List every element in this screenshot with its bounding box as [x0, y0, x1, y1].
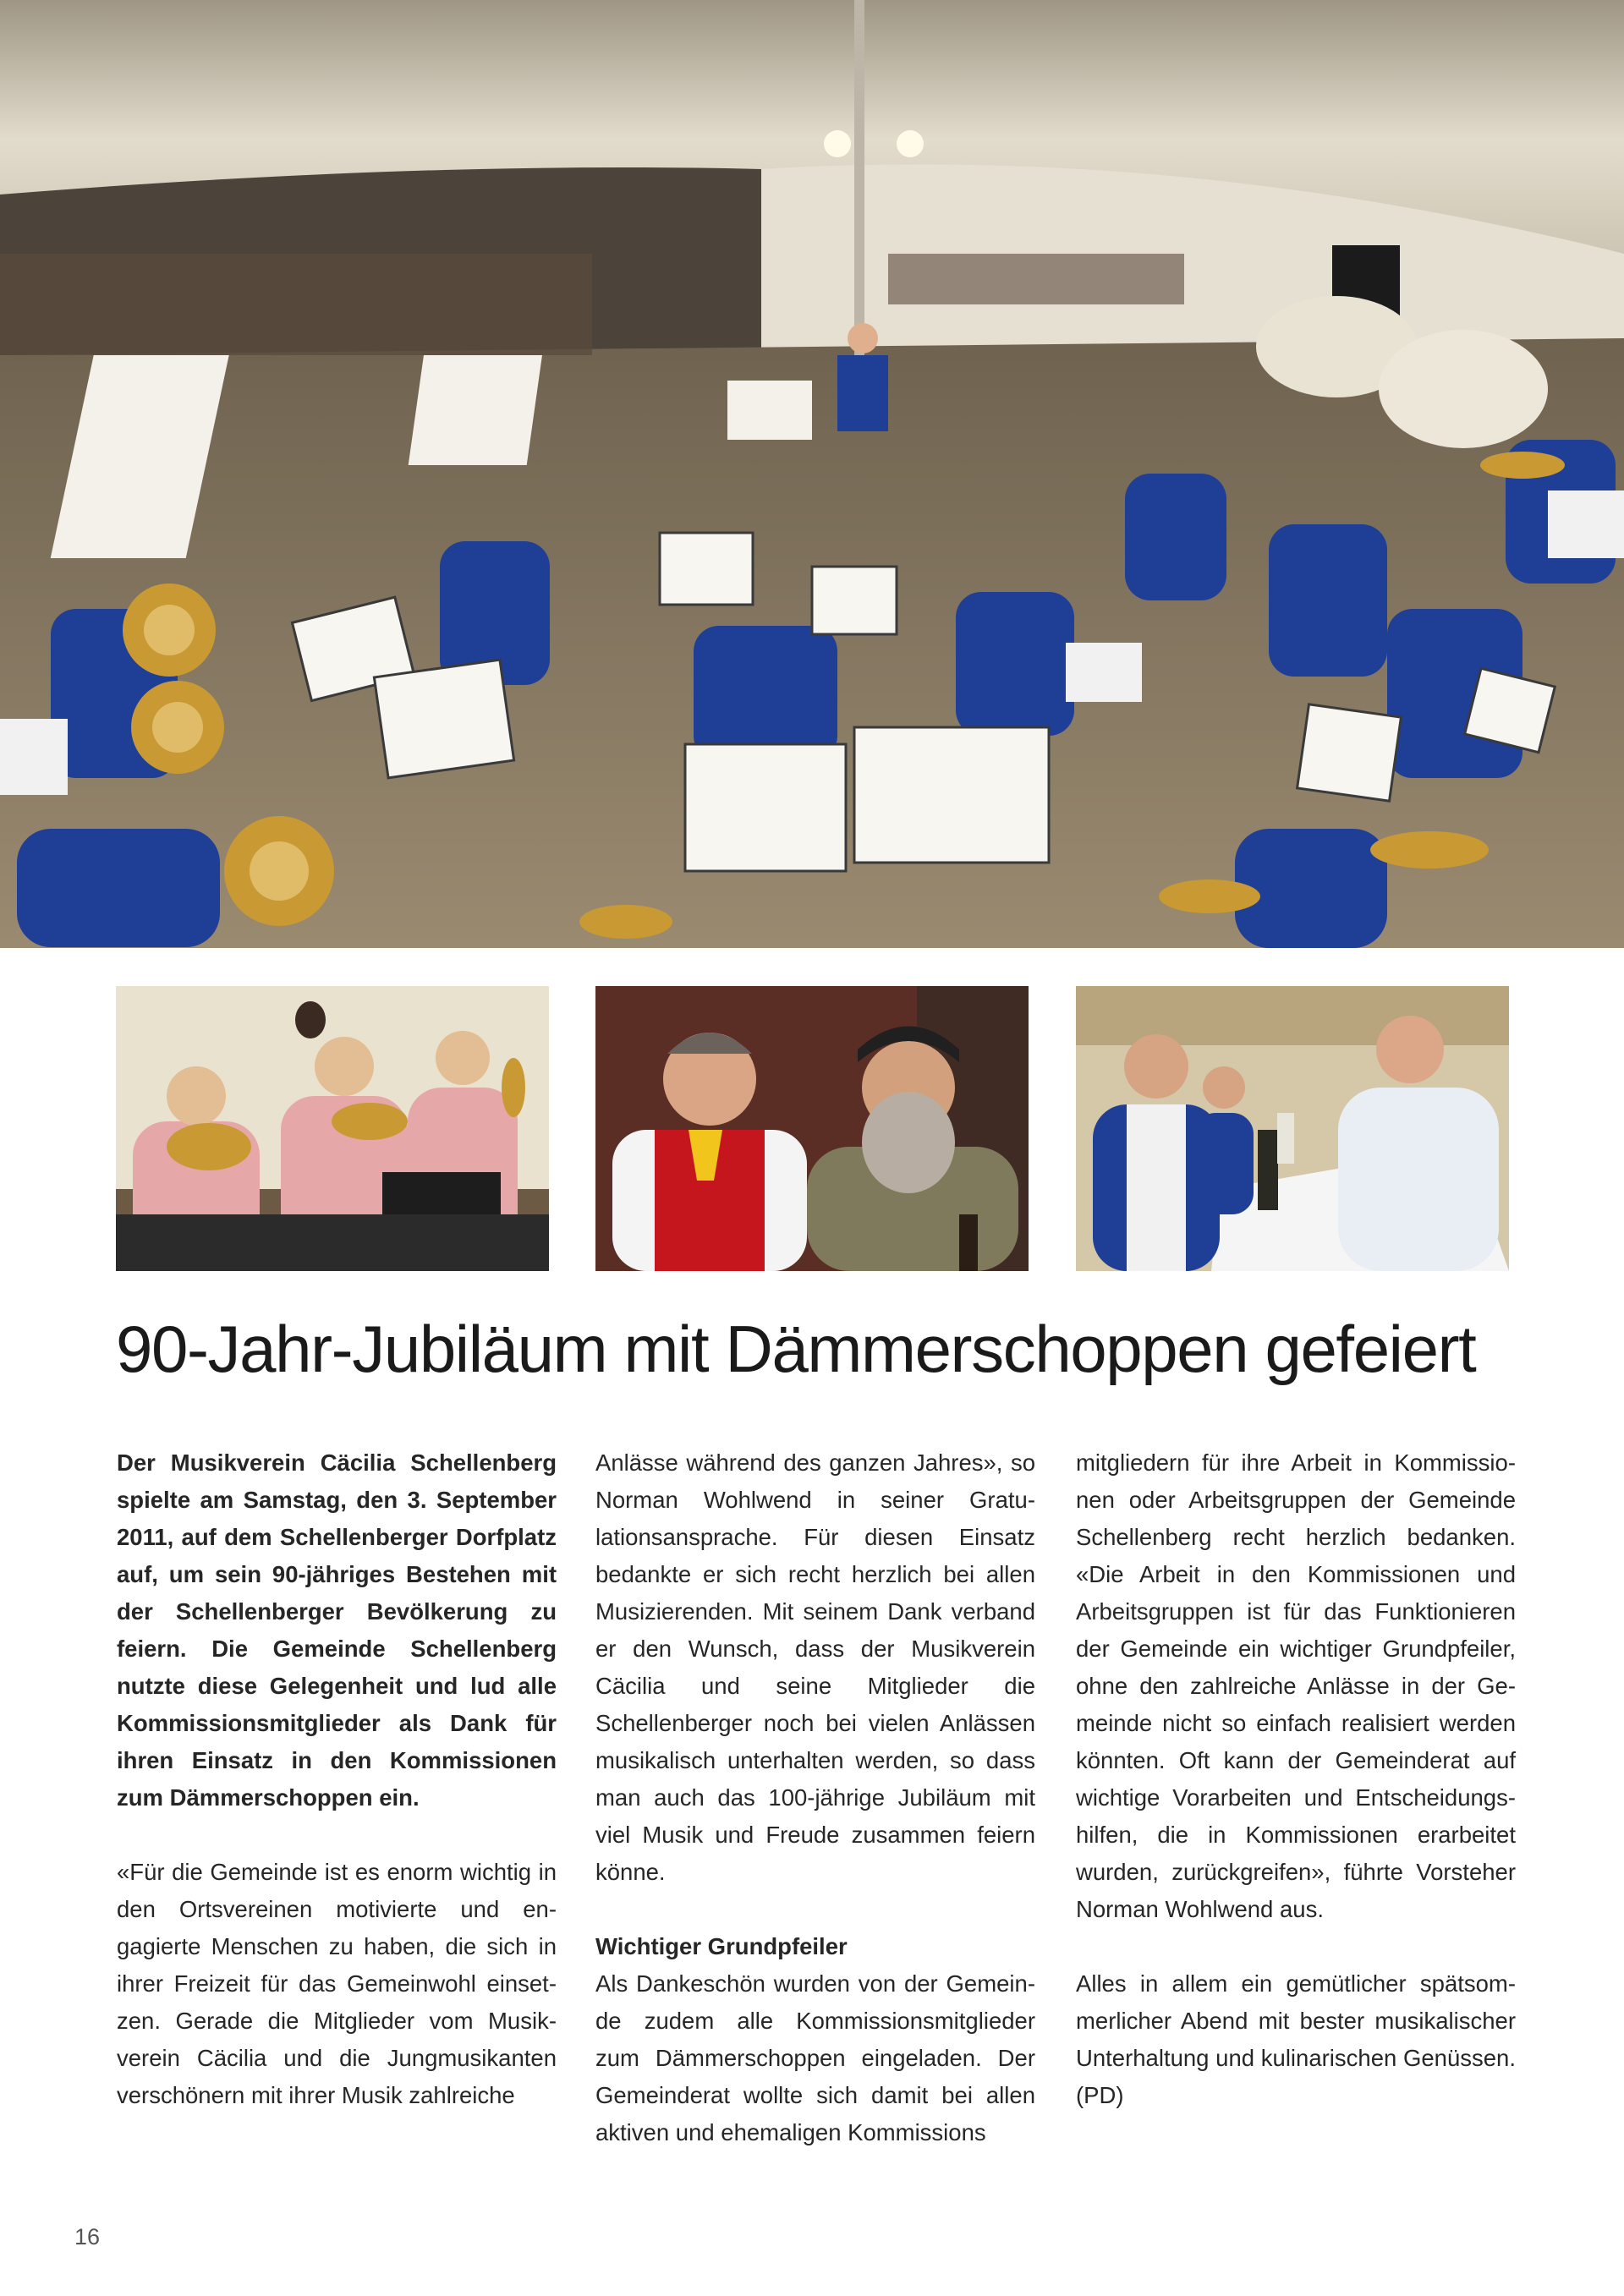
brass-band-concert-illustration: [0, 0, 1624, 948]
article-column-2: [595, 1444, 1035, 2151]
article-column-3: [1076, 1444, 1516, 2114]
page-number: 16: [74, 2224, 101, 2249]
guests-at-table-illustration: [1076, 986, 1509, 1271]
jungmusikanten-illustration: [116, 986, 549, 1271]
article-lead: Der Musikverein Cäcilia Schellenberg spielte am Samstag, den 3. September 2011, auf dem Schellenberger Dorfplatz auf, um sein 90-jähriges Bestehen mit der Schellenberger Bevölkerung zu feiern. Die Gemeinde Schellenberg nutzte diese Gelegenheit und lud alle Kommissionsmitglieder als Dank für ihren Einsatz in den Kommissionen zum Dämmerschoppen ein.: [117, 1449, 557, 1811]
article-paragraph: mitgliedern für ihre Arbeit in Kommissionen oder Arbeitsgruppen der Gemeinde Schellenberg recht herzlich bedanken. «Die Arbeit in den Kommissionen und Arbeitsgruppen ist für das Funktionieren der Gemeinde ein wichtiger Grundpfeiler, ohne den zahlreiche Anlässe in der Gemeinde nicht so einfach realisiert werden könnten. Oft kann der Gemeinderat auf wichtige Vorarbeiten und Entscheidungshilfen, die in Kommissionen erarbeitet wurden, zurückgreifen», führte Vorsteher Norman Wohlwend aus.: [1076, 1449, 1516, 1922]
article-subheading: Wichtiger Grundpfeiler: [595, 1933, 848, 1959]
brass-band-concert-photo: [0, 0, 1624, 948]
article-column-1: [117, 1444, 557, 2114]
article-paragraph: Anlässe während des ganzen Jahres», so Norman Wohlwend in seiner Gratulationsansprache. Für diesen Einsatz bedankte er sich recht herzlich bei allen Musizierenden. Mit seinem Dank verband er den Wunsch, dass der Musikverein Cäcilia und seine Mitglieder die Schellenberger noch bei vielen Anlässen musikalisch unterhalten werden, so dass man auch das 100-jährige Jubiläum mit viel Musik und Freude zusammen feiern könne.: [595, 1449, 1035, 1885]
two-men-illustration: [595, 986, 1029, 1271]
guests-at-table-photo: [1076, 986, 1509, 1271]
article-paragraph: Als Dankeschön wurden von der Gemeinde zudem alle Kommissionsmitglieder zum Dämmerschoppen eingeladen. Der Gemeinderat wollte sich damit bei allen aktiven und ehemaligen Kommissions: [595, 1970, 1035, 2145]
two-men-portrait-photo: [595, 986, 1029, 1271]
jungmusikanten-trumpet-photo: [116, 986, 549, 1271]
article-paragraph: Alles in allem ein gemütlicher spätsommerlicher Abend mit bester musikalischer Unterhaltung und kulinarischen Genüssen. (PD): [1076, 1970, 1516, 2108]
article-headline: 90-Jahr-Jubiläum mit Dämmerschoppen gefeiert: [116, 1312, 1476, 1386]
article-paragraph: «Für die Gemeinde ist es enorm wichtig in den Ortsvereinen motivierte und engagierte Menschen zu haben, die sich in ihrer Freizeit für das Gemeinwohl einsetzen. Gerade die Mitglieder vom Musikverein Cäcilia und die Jungmusikanten verschönern mit ihrer Musik zahlreiche: [117, 1859, 557, 2108]
